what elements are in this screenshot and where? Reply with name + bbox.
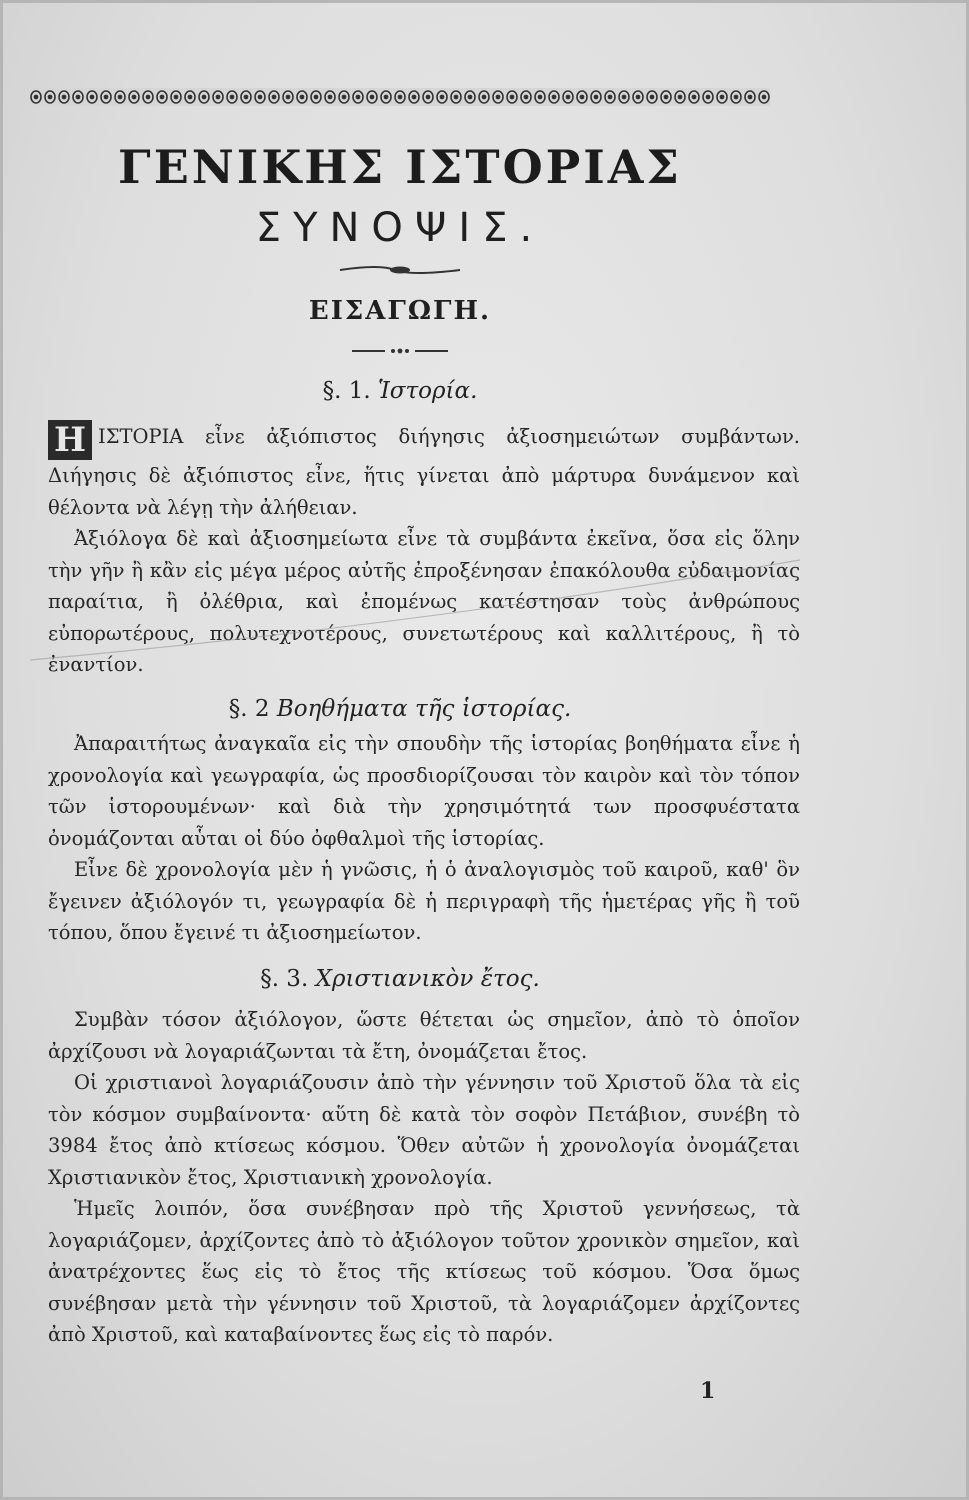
ornament-dot xyxy=(412,95,415,98)
paragraph: Ἡμεῖς λοιπόν, ὅσα συνέβησαν πρὸ τῆς Χριστοῦ γεννήσεως, τὰ λογαριάζομεν, ἀρχίζοντες ἀπὸ τὸ ἀξιόλογον τοῦτον χρονικὸν σημεῖον, καὶ ἀνατρέχοντες ἕως εἰς τὸ ἔτος τῆς κτίσεως τοῦ κόσμου. Ὅσα ὅμως συνέβησαν μετὰ τὴν γέννησιν τοῦ Χριστοῦ, τὰ λογαριάζομεν ἀρχίζοντες ἀπὸ Χριστοῦ, καὶ καταβαίνοντες ἕως εἰς τὸ παρόν. xyxy=(48,1197,800,1346)
ornament-dot xyxy=(272,95,275,98)
ornament-dot xyxy=(538,95,541,98)
ornament-dot xyxy=(356,95,359,98)
ornament-dot xyxy=(594,95,597,98)
paragraph: Ἀξιόλογα δὲ καὶ ἀξιοσημείωτα εἶνε τὰ συμβάντα ἐκεῖνα, ὅσα εἰς ὅλην τὴν γῆν ἢ κἂν εἰς μέγα μέρος αὐτῆς ἐπροξένησαν ἐπακόλουθα εὐδαιμονίας παραίτια, ἢ ὀλέθρια, καὶ ἐπομένως κατέστησαν τοὺς ἀνθρώπους εὐπορωτέρους, πολυτεχνοτέρους, συνετωτέρους καὶ καλλιτέρους, ἢ τὸ ἐναντίον. xyxy=(48,527,800,676)
ornament-dot xyxy=(734,95,737,98)
ornament-dot xyxy=(132,95,135,98)
ornament-dot xyxy=(524,95,527,98)
section-title: Βοηθήματα τῆς ἱστορίας. xyxy=(276,696,572,722)
ornament-dot xyxy=(384,95,387,98)
paragraph xyxy=(48,420,800,523)
introduction-heading: ΕΙΣΑΓΩΓΗ. xyxy=(308,296,492,326)
ornament-dot xyxy=(608,95,611,98)
paragraph: Εἶνε δὲ χρονολογία μὲν ἡ γνῶσις, ἡ ὁ ἀναλογισμὸς τοῦ καιροῦ, καθ' ὃν ἔγεινεν ἀξιόλογόν τι, γεωγραφία δὲ ἡ περιγραφὴ τῆς ἡμετέρας γῆς ἢ τοῦ τόπου, ὅπου ἔγεινέ τι ἀξιοσημείωτον. xyxy=(48,858,800,944)
decorative-rule-small xyxy=(0,344,800,358)
paragraph-text: ΙΣΤΟΡΙΑ εἶνε ἀξιόπιστος διήγησις ἀξιοσημειώτων συμβάντων. Διήγησις δὲ ἀξιόπιστος εἶνε, ἥτις γίνεται ἀπὸ μάρτυρα δυνάμενον καὶ θέλοντα νὰ λέγῃ τὴν ἀλήθειαν. xyxy=(48,425,800,519)
ornament-dot xyxy=(104,95,107,98)
section-sign: §. 1. xyxy=(322,378,371,404)
section-1-body xyxy=(48,420,800,681)
page-subtitle: ΣΥΝΟΨΙΣ. xyxy=(255,205,545,251)
ornament-dot xyxy=(720,95,723,98)
decorative-rule xyxy=(0,262,800,278)
drop-cap: Η xyxy=(48,420,92,460)
ornament-dot xyxy=(300,95,303,98)
paragraph: Οἱ χριστιανοὶ λογαριάζουσιν ἀπὸ τὴν γέννησιν τοῦ Χριστοῦ ὅλα τὰ εἰς τὸν κόσμον συμβαίνοντα· αὕτη δὲ κατὰ τὸν σοφὸν Πετάβιον, συνέβη τὸ 3984 ἔτος ἀπὸ κτίσεως κόσμου. Ὅθεν αὐτῶν ἡ χρονολογία ὀνομάζεται Χριστιανικὸν ἔτος, Χριστιανικὴ χρονολογία. xyxy=(48,1071,800,1189)
ornament-dot xyxy=(230,95,233,98)
ornament-dot xyxy=(496,95,499,98)
page-number: 1 xyxy=(700,1378,716,1404)
ornament-dot xyxy=(34,95,37,98)
ornament-dot xyxy=(258,95,261,98)
paragraph: Ἀπαραιτήτως ἀναγκαῖα εἰς τὴν σπουδὴν τῆς ἱστορίας βοηθήματα εἶνε ἡ χρονολογία καὶ γεωγραφία, ὡς προσδιορίζουσαι τὸν καιρὸν καὶ τὸν τόπον τῶν ἱστορουμένων· καὶ διὰ τὴν χρησιμότητά των προσφυέστατα ὀνομάζονται αὗται οἱ δύο ὀφθαλμοὶ τῆς ἱστορίας. xyxy=(48,732,800,850)
ornament-dot xyxy=(62,95,65,98)
ornament-dot xyxy=(552,95,555,98)
ornament-dot xyxy=(468,95,471,98)
section-2-body xyxy=(48,728,800,949)
ornament-dot xyxy=(706,95,709,98)
ornament-dot xyxy=(286,95,289,98)
section-title: Ἱστορία. xyxy=(377,378,478,404)
ornament-dot xyxy=(188,95,191,98)
section-sign: §. 2 xyxy=(228,696,270,722)
ornament-dot xyxy=(748,95,751,98)
ornament-dot xyxy=(678,95,681,98)
ornament-dot xyxy=(118,95,121,98)
ornament-dot xyxy=(762,95,765,98)
ornament-dot xyxy=(398,95,401,98)
ornament-dot xyxy=(692,95,695,98)
ornament-dot xyxy=(328,95,331,98)
ornament-dot xyxy=(636,95,639,98)
ornament-dot xyxy=(174,95,177,98)
ornament-dot xyxy=(440,95,443,98)
section-sign: §. 3. xyxy=(260,966,309,992)
ornament-dot xyxy=(90,95,93,98)
ornament-dot xyxy=(76,95,79,98)
ornament-dot xyxy=(426,95,429,98)
ornament-dot xyxy=(510,95,513,98)
ornament-dot xyxy=(244,95,247,98)
ornament-dot xyxy=(314,95,317,98)
ornament-dot xyxy=(622,95,625,98)
ornament-dot xyxy=(664,95,667,98)
ornament-dot xyxy=(580,95,583,98)
ornament-dot xyxy=(160,95,163,98)
section-1-heading xyxy=(0,378,800,404)
ornament-dot xyxy=(48,95,51,98)
ornament-dot xyxy=(454,95,457,98)
section-2-heading xyxy=(0,696,800,722)
ornament-dot xyxy=(202,95,205,98)
ornament-dot xyxy=(482,95,485,98)
section-3-heading xyxy=(0,966,800,992)
ornament-dot xyxy=(650,95,653,98)
ornament-dot xyxy=(146,95,149,98)
page-title: ΓΕΝΙΚΗΣ ΙΣΤΟΡΙΑΣ xyxy=(118,140,682,194)
ornamental-border xyxy=(30,88,770,106)
section-3-body xyxy=(48,1004,800,1351)
ornament-dot xyxy=(566,95,569,98)
paragraph: Συμβὰν τόσον ἀξιόλογον, ὥστε θέτεται ὡς σημεῖον, ἀπὸ τὸ ὁποῖον ἀρχίζουσι νὰ λογαριάζωνται τὰ ἔτη, ὀνομάζεται ἔτος. xyxy=(48,1008,800,1063)
ornament-dot xyxy=(342,95,345,98)
section-title: Χριστιανικὸν ἔτος. xyxy=(315,966,540,992)
ornament-dot xyxy=(216,95,219,98)
ornament-dot xyxy=(370,95,373,98)
